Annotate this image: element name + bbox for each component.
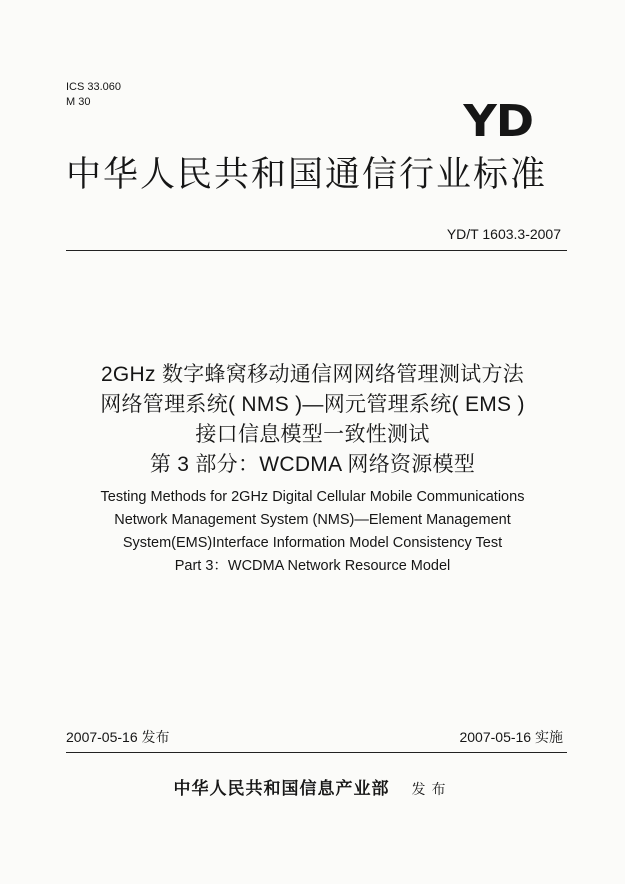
title-cn-line-2: 网络管理系统( NMS )—网元管理系统( EMS )	[100, 393, 525, 416]
ics-code: ICS 33.060	[66, 81, 122, 93]
classification-codes	[66, 80, 121, 110]
title-en-line-3: System(EMS)Interface Information Model Consistency Test	[122, 535, 503, 551]
issue-date: 2007-05-16 发布	[66, 729, 170, 745]
title-en-line-2: Network Management System (NMS)—Element Management	[114, 512, 511, 528]
title-cn-line-4: 第 3 部分：WCDMA 网络资源模型	[149, 453, 476, 476]
standard-type-title: 中华人民共和国通信行业标准	[66, 155, 548, 194]
issue-verb: 发布	[411, 781, 452, 797]
title-cn-line-3: 接口信息模型一致性测试	[195, 423, 430, 446]
title-cn-line-1: 2GHz 数字蜂窝移动通信网网络管理测试方法	[100, 363, 525, 386]
document-title	[40, 360, 585, 578]
yd-logo: YD	[462, 96, 533, 147]
title-en-line-1: Testing Methods for 2GHz Digital Cellular Mobile Communications	[100, 489, 525, 505]
header-divider	[66, 250, 567, 251]
standard-code: YD/T 1603.3-2007	[446, 226, 561, 242]
ccs-code: M 30	[66, 96, 91, 108]
footer-divider	[66, 752, 567, 753]
issuing-authority: 中华人民共和国信息产业部	[173, 779, 390, 799]
title-en-line-4: Part 3：WCDMA Network Resource Model	[174, 558, 451, 574]
implementation-date: 2007-05-16 实施	[459, 729, 563, 745]
issuer-row	[0, 774, 625, 799]
